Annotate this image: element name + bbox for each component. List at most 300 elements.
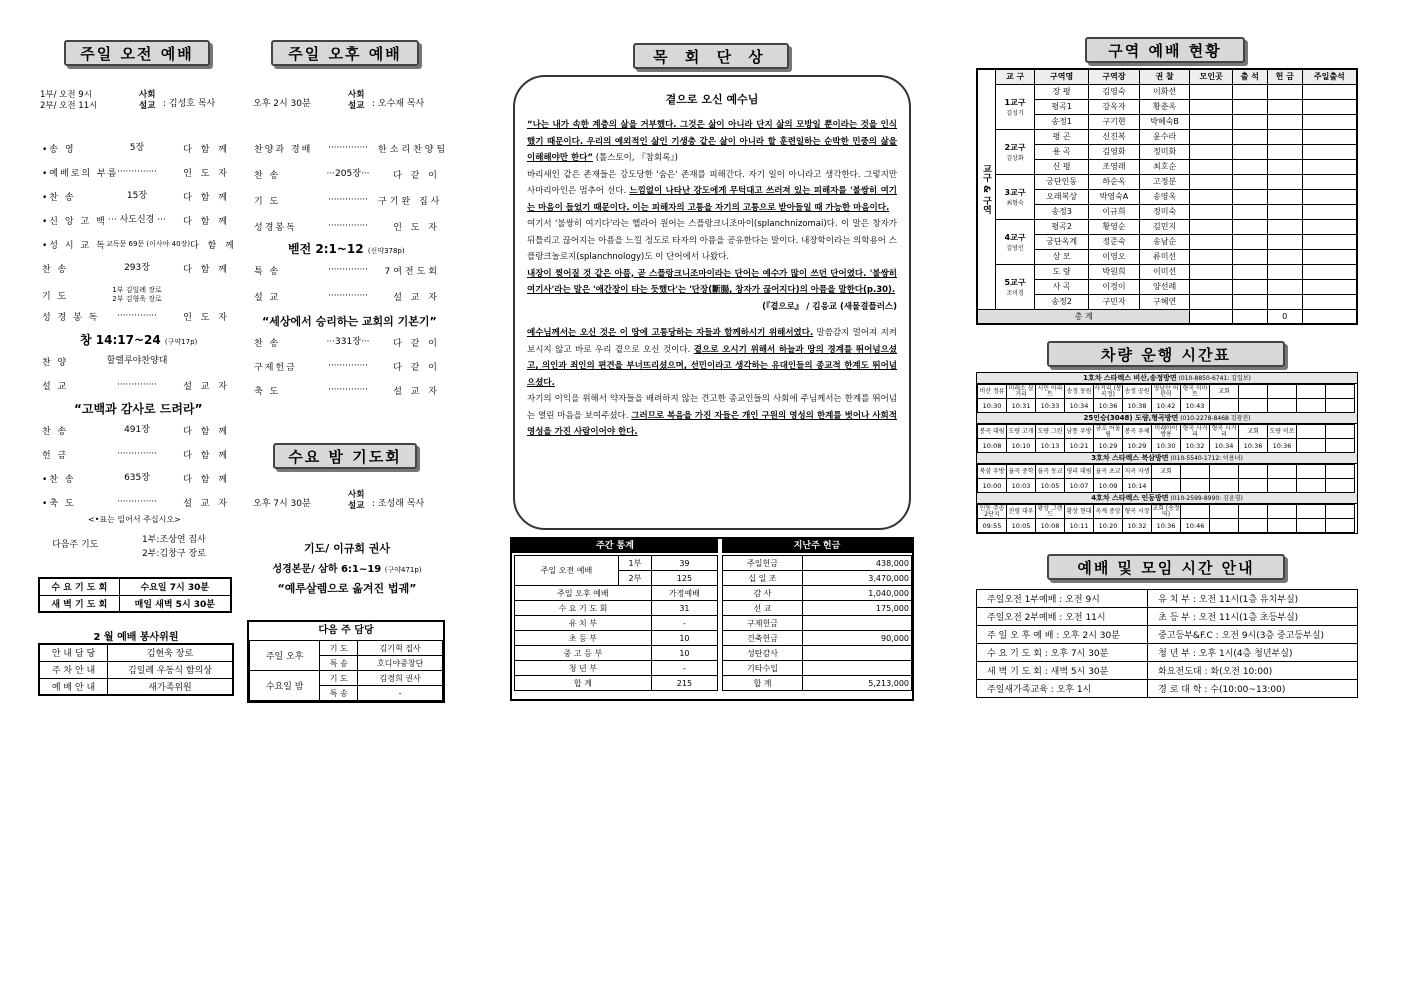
vehicle-time: 10:21 xyxy=(1065,439,1094,453)
table-cell xyxy=(1232,84,1267,99)
order-detail: ·············· xyxy=(116,380,158,390)
table-cell: 김영숙 xyxy=(1089,84,1140,99)
committee-role: 주 차 안 내 xyxy=(39,661,108,678)
table-row xyxy=(977,234,1357,249)
order-item: •찬 송 xyxy=(42,475,76,485)
vehicle-time: 10:30 xyxy=(978,399,1007,413)
table-cell: 상 모 xyxy=(1035,249,1089,264)
table-cell xyxy=(1190,279,1232,294)
guide-right: 중고등부&F.C : 오전 9시(3층 중고등부실) xyxy=(1148,626,1358,644)
table-row xyxy=(978,439,1355,453)
next-week-name: 호디야중창단 xyxy=(358,656,443,671)
stat-label: 청 년 부 xyxy=(515,661,652,676)
order-detail: 할렐루야찬양대 xyxy=(106,356,168,366)
order-item: 찬 송 xyxy=(254,171,281,181)
vehicle-stop: 남통 우방 xyxy=(1065,425,1094,439)
vehicle-stop: 비산 정류 xyxy=(978,385,1007,399)
vehicle-time: 10:46 xyxy=(1181,519,1210,533)
stat-value: 215 xyxy=(651,676,717,691)
table-cell: 김민지 xyxy=(1139,219,1190,234)
table-cell xyxy=(1267,99,1302,114)
stat-value: - xyxy=(651,616,717,631)
order-item: 성 경 봉 독 xyxy=(42,313,100,323)
column-header: 구역명 xyxy=(1035,69,1089,84)
table-row xyxy=(977,114,1357,129)
vehicle-stop: 교회 xyxy=(1210,385,1239,399)
vehicle-stop: 인동 주공2단지 xyxy=(979,504,1005,518)
morning-leader: : 김성호 목사 xyxy=(163,99,216,109)
table-row xyxy=(978,425,1355,439)
table-cell: 용 곡 xyxy=(1035,144,1089,159)
order-item: 구제헌금 xyxy=(254,363,297,373)
order-leader: 다 함 께 xyxy=(183,475,230,485)
table-row xyxy=(39,678,233,695)
vehicle-stop xyxy=(1326,385,1355,399)
stat-sub: 2부 xyxy=(619,571,652,586)
vehicle-time xyxy=(1268,399,1297,413)
table-cell xyxy=(1232,294,1267,309)
offering-label: 성탄감사 xyxy=(723,646,803,661)
morning-scripture xyxy=(80,331,197,348)
table-cell xyxy=(1302,204,1357,219)
afternoon-order-row xyxy=(254,360,440,373)
table-cell xyxy=(1267,234,1302,249)
pastoral-essay-box xyxy=(513,75,911,530)
order-detail: 5장 xyxy=(129,143,145,153)
table-row xyxy=(978,505,1355,519)
table-row xyxy=(39,661,233,678)
offering-label: 구제헌금 xyxy=(723,616,803,631)
order-detail: 635장 xyxy=(124,473,150,483)
vehicle-stop: 율곡 중학 xyxy=(1007,465,1036,479)
vehicle-stop: 영남산 어린이 xyxy=(1153,384,1179,398)
stat-label: 합 계 xyxy=(515,676,652,691)
table-cell xyxy=(1232,309,1267,324)
table-cell: 궁단인동 xyxy=(1035,174,1089,189)
vehicle-stop: 형곡 이마트 xyxy=(1182,384,1208,398)
next-week-role: 특 송 xyxy=(320,686,358,701)
table-cell: 하순옥 xyxy=(1089,174,1140,189)
order-leader: 한소리찬양팀 xyxy=(378,145,449,155)
table-cell: 박원희 xyxy=(1089,264,1140,279)
table-row xyxy=(977,662,1358,680)
vehicle-time: 10:33 xyxy=(1036,399,1065,413)
vehicle-time xyxy=(1297,519,1326,533)
vehicle-time: 10:36 xyxy=(1268,439,1297,453)
table-cell xyxy=(1190,159,1232,174)
table-cell: 강옥자 xyxy=(1089,99,1140,114)
morning-order-row xyxy=(42,262,230,275)
vehicle-stop: 사거리 (봉곡정) xyxy=(1094,384,1122,398)
order-item: •성 시 교 독 xyxy=(42,241,107,251)
offering-label: 십 일 조 xyxy=(723,571,803,586)
order-item: 설 교 xyxy=(42,382,69,392)
vehicle-route-title: 4호차 스타렉스 인동방면 (010-2599-8990: 김윤경) xyxy=(977,493,1357,504)
offering-amount: 5,213,000 xyxy=(803,676,912,691)
stat-label: 초 등 부 xyxy=(515,631,652,646)
order-item: •신 앙 고 백 xyxy=(42,217,107,227)
vehicle-time: 10:30 xyxy=(1152,439,1181,453)
vehicle-time: 10:29 xyxy=(1094,439,1123,453)
pastoral-banner: 목 회 단 상 xyxy=(633,43,789,69)
table-row xyxy=(977,249,1357,264)
order-detail: 1부 김일례 장로 2부 김형욱 장로 xyxy=(112,286,162,303)
vehicle-stop xyxy=(1239,465,1268,479)
prayer-meeting-name: 새 벽 기 도 회 xyxy=(39,595,119,612)
table-cell xyxy=(1232,234,1267,249)
table-cell xyxy=(1267,159,1302,174)
table-cell xyxy=(1232,249,1267,264)
table-row xyxy=(515,631,718,646)
table-row xyxy=(977,644,1358,662)
table-row xyxy=(978,465,1355,479)
order-leader: 다 함 께 xyxy=(183,427,230,437)
committee-table xyxy=(38,643,234,696)
guide-table xyxy=(976,589,1358,698)
next-week-service: 주일 오후 xyxy=(250,641,320,671)
table-cell xyxy=(1190,249,1232,264)
prayer-meeting-time: 매일 새벽 5시 30분 xyxy=(119,595,231,612)
stat-label: 유 치 부 xyxy=(515,616,652,631)
table-row xyxy=(515,616,718,631)
order-detail: ·············· xyxy=(116,449,158,459)
afternoon-order-row xyxy=(254,336,440,349)
vehicle-time: 10:03 xyxy=(1007,479,1036,493)
table-row xyxy=(515,586,718,601)
table-cell xyxy=(1190,84,1232,99)
table-cell: 이영오 xyxy=(1089,249,1140,264)
vehicle-time xyxy=(1239,399,1268,413)
next-week-name: 김기혁 집사 xyxy=(358,641,443,656)
committee-role: 예 배 안 내 xyxy=(39,678,108,695)
total-value: 0 xyxy=(1267,309,1302,324)
table-cell xyxy=(1190,264,1232,279)
table-row xyxy=(723,571,912,586)
vehicle-stop xyxy=(1326,425,1355,439)
next-prayer: 1부:조상연 집사 2부:김창구 장로 xyxy=(142,535,206,559)
order-detail: ·············· xyxy=(327,265,369,275)
order-leader: 인 도 자 xyxy=(183,313,230,323)
wednesday-leader-label: 사회 설교 xyxy=(348,490,365,511)
order-leader: 다 함 께 xyxy=(183,451,230,461)
order-leader: 구기완 집사 xyxy=(378,197,443,207)
committee-role: 안 내 담 당 xyxy=(39,644,108,661)
next-week-role: 기 도 xyxy=(320,641,358,656)
column-header: 교 구 xyxy=(996,69,1035,84)
table-cell xyxy=(1302,159,1357,174)
total-label: 총 계 xyxy=(977,309,1190,324)
vehicle-time: 10:34 xyxy=(1065,399,1094,413)
order-detail: ·············· xyxy=(116,311,158,321)
wednesday-banner: 수요 밤 기도회 xyxy=(273,443,417,469)
table-row xyxy=(977,84,1357,99)
offering-table xyxy=(722,555,912,691)
guide-left: 새 벽 기 도 회 : 새벽 5시 30분 xyxy=(977,662,1148,680)
order-detail: ·············· xyxy=(116,167,158,177)
table-row xyxy=(39,578,231,595)
prayer-meeting-table xyxy=(38,577,232,613)
vehicle-stop: 옥계 중앙 xyxy=(1094,505,1123,519)
table-cell xyxy=(1302,99,1357,114)
morning-order-row xyxy=(42,310,230,323)
stat-value: 31 xyxy=(651,601,717,616)
vehicle-time xyxy=(1210,399,1239,413)
district-side-label: 교구 & 구역 xyxy=(977,69,996,309)
stat-value: 10 xyxy=(651,631,717,646)
essay-paragraph: 자기의 이익을 위해서 약자들을 배려하지 않는 견고한 종교인들의 사회에 주님께서는 한계를 뛰어넘는 열린 마음을 보여주셨다. 그러므로 복음을 가진 자들은 개인 구원의 영성의 한계를 벗어나 사회적 영성을 가진 사람이어야 한다. xyxy=(527,394,897,437)
table-cell xyxy=(1302,264,1357,279)
order-item: •예배로의 부름 xyxy=(42,169,119,179)
stat-value: 125 xyxy=(651,571,717,586)
vehicle-stop: 율곡 초교 xyxy=(1094,465,1123,479)
essay-paragraph: 바리새인 같은 존재들은 강도당한 '숨은' 존재를 피해간다. 자기 일이 아니라고 생각한다. 그렇지만 사마리아인은 멈추어 선다. 느낌없이 나타난 강도에게 무턱대고 쓰러져 있는 피해자를 '불쌍히 여기는 마음이 들었기 때문이다. 이는 피해자의 고통을 자기의 고통으로 받아들일 때 가능한 마음이다. xyxy=(527,169,897,213)
vehicle-stop: 금호 어울림 xyxy=(1095,424,1121,438)
table-cell xyxy=(1267,144,1302,159)
order-leader: 인 도 자 xyxy=(183,169,230,179)
morning-order-row xyxy=(42,142,230,155)
table-cell: 신 평 xyxy=(1035,159,1089,174)
order-detail: 491장 xyxy=(124,425,150,435)
afternoon-order-row xyxy=(254,384,440,397)
district-banner: 구역 예배 현황 xyxy=(1085,37,1245,63)
vehicle-stop: 교회 xyxy=(1239,425,1268,439)
vehicle-time xyxy=(1326,479,1355,493)
vehicle-time: 10:11 xyxy=(1065,519,1094,533)
table-row xyxy=(978,385,1355,399)
vehicle-time xyxy=(1210,519,1239,533)
offering-label: 선 교 xyxy=(723,601,803,616)
committee-name: 김현욱 장로 xyxy=(108,644,233,661)
vehicle-time xyxy=(1239,479,1268,493)
stat-value: 가정예배 xyxy=(651,586,717,601)
vehicle-time: 10:14 xyxy=(1123,479,1152,493)
table-cell xyxy=(1232,144,1267,159)
vehicle-time xyxy=(1210,479,1239,493)
table-cell xyxy=(1232,99,1267,114)
essay-paragraph: 여기서 '불쌍히 여기다'라는 헬라어 원어는 스플랑크니조마이(splanchnizomai)다. 이 말은 창자가 뒤틀리고 끊어지는 아픔을 느낄 정도로 타자의 아픔을 공유한다는 말이다. 내장학이라는 의학용어 스플랑크놀로지(splanchnology)도 이 단어에서 나왔다. xyxy=(527,219,897,262)
table-cell xyxy=(1190,219,1232,234)
table-cell: 구기현 xyxy=(1089,114,1140,129)
table-cell xyxy=(1190,309,1232,324)
afternoon-order-row xyxy=(254,194,443,207)
vehicle-stop: 지곡 자생 xyxy=(1123,465,1152,479)
vehicle-stop: 황상 그랜드 xyxy=(1037,504,1063,518)
vehicle-time: 10:29 xyxy=(1123,439,1152,453)
order-detail: ···331장··· xyxy=(326,337,370,347)
next-week-name: 김경희 권사 xyxy=(358,671,443,686)
table-row xyxy=(977,99,1357,114)
order-detail: ·············· xyxy=(116,497,158,507)
vehicle-stop: 도량 그린 xyxy=(1036,425,1065,439)
essay-paragraph: “나는 내가 속한 계층의 삶을 거부했다. 그것은 삶이 아니라 단지 삶의 모방일 뿐이라는 것을 인식했기 때문이다. 우리의 예외적인 삶인 기생충 같은 삶이 아니라 할 훈련일하는 순박한 민중의 삶을 이해해야만 한다” (톨스토이, 『참회록』) xyxy=(527,120,897,163)
morning-order-row xyxy=(42,448,230,461)
guide-left: 주일오전 1부예배 : 오전 9시 xyxy=(977,590,1148,608)
table-cell: 구혜연 xyxy=(1139,294,1190,309)
vehicle-time: 10:31 xyxy=(1007,399,1036,413)
vehicle-time: 10:36 xyxy=(1094,399,1123,413)
order-item: 찬 양 xyxy=(42,358,69,368)
district-group: 4교구 김영인 xyxy=(996,219,1035,264)
district-group: 5교구 조미경 xyxy=(996,264,1035,309)
table-cell xyxy=(1232,264,1267,279)
prayer-meeting-name: 수 요 기 도 회 xyxy=(39,578,119,595)
morning-order-row xyxy=(42,238,237,251)
offering-label: 기타수입 xyxy=(723,661,803,676)
vehicle-stop: 북삼 우방 xyxy=(978,465,1007,479)
vehicle-stop xyxy=(1210,465,1239,479)
table-cell: 사 곡 xyxy=(1035,279,1089,294)
table-row xyxy=(723,556,912,571)
table-row xyxy=(977,590,1358,608)
table-cell xyxy=(1267,219,1302,234)
table-row xyxy=(978,479,1355,493)
vehicle-time: 10:36 xyxy=(1152,519,1181,533)
vehicle-stop: 도량 이로 xyxy=(1268,425,1297,439)
table-cell xyxy=(1232,174,1267,189)
table-cell xyxy=(1267,249,1302,264)
order-detail: ·············· xyxy=(327,143,369,153)
stats-offering-box xyxy=(510,537,914,701)
table-cell xyxy=(1302,84,1357,99)
table-cell: 황춘옥 xyxy=(1139,99,1190,114)
table-row xyxy=(250,641,443,656)
table-row xyxy=(39,644,233,661)
order-detail: ·············· xyxy=(327,361,369,371)
table-row xyxy=(977,680,1358,698)
next-week-role: 기 도 xyxy=(320,671,358,686)
stat-value: - xyxy=(651,661,717,676)
order-leader: 다 같 이 xyxy=(393,363,440,373)
table-row xyxy=(977,264,1357,279)
order-item: 특 송 xyxy=(254,267,281,277)
table-cell: 박혜숙B xyxy=(1139,114,1190,129)
order-leader: 다 같 이 xyxy=(393,339,440,349)
stat-value: 39 xyxy=(651,556,717,571)
vehicle-stop: 교회 xyxy=(1152,465,1181,479)
offering-amount: 3,470,000 xyxy=(803,571,912,586)
next-week-service: 수요일 밤 xyxy=(250,671,320,701)
vehicle-time: 10:34 xyxy=(1210,439,1239,453)
morning-leader-label: 사회 설교 xyxy=(139,90,156,111)
table-cell: 이경이 xyxy=(1089,279,1140,294)
table-cell xyxy=(1302,129,1357,144)
vehicle-stop: 송정 공원 xyxy=(1123,385,1152,399)
vehicle-route-title: 3호차 스타렉스 북삼방면 (010-5540-1712: 이용녀) xyxy=(977,453,1357,464)
vehicle-stop: 형곡 시장 xyxy=(1123,505,1152,519)
vehicle-time xyxy=(1239,519,1268,533)
column-header: 권 찰 xyxy=(1139,69,1190,84)
vehicle-time: 10:00 xyxy=(978,479,1007,493)
guide-right: 경 로 대 학 : 수(10:00~13:00) xyxy=(1148,680,1358,698)
morning-order-row xyxy=(42,166,230,179)
table-cell: 이규희 xyxy=(1089,204,1140,219)
table-row xyxy=(977,219,1357,234)
morning-order-row xyxy=(42,190,230,203)
vehicle-time xyxy=(1268,479,1297,493)
table-header xyxy=(977,69,1357,84)
vehicle-schedule xyxy=(976,372,1358,534)
vehicle-time: 10:32 xyxy=(1181,439,1210,453)
table-row xyxy=(515,661,718,676)
table-cell: 평곡1 xyxy=(1035,99,1089,114)
vehicle-stop: 황상 현대 xyxy=(1065,505,1094,519)
morning-order-row xyxy=(42,379,230,392)
guide-right: 화요전도대 : 화(오전 10:00) xyxy=(1148,662,1358,680)
table-row xyxy=(723,676,912,691)
vehicle-stops-table xyxy=(977,424,1355,453)
table-row xyxy=(723,601,912,616)
vehicle-time: 09:55 xyxy=(978,519,1007,533)
offering-amount: 438,000 xyxy=(803,556,912,571)
vehicle-stop xyxy=(1268,465,1297,479)
afternoon-order-row xyxy=(254,220,440,233)
order-detail: ···205장··· xyxy=(326,169,370,179)
stat-value: 10 xyxy=(651,646,717,661)
vehicle-stop xyxy=(1268,505,1297,519)
next-week-table xyxy=(249,640,443,701)
vehicle-stop xyxy=(1326,505,1355,519)
table-cell xyxy=(1302,189,1357,204)
vehicle-stop: 미래아이 쌍용 xyxy=(1152,425,1181,439)
order-leader: 설 교 자 xyxy=(183,499,230,509)
vehicle-stop xyxy=(1181,465,1210,479)
table-cell: 신진복 xyxy=(1089,129,1140,144)
vehicle-stop: 형곡 사거리 xyxy=(1182,424,1208,438)
committee-name: 김일례 우동식 함의상 xyxy=(108,661,233,678)
table-cell xyxy=(1190,234,1232,249)
offering-amount xyxy=(803,661,912,676)
vehicle-time: 10:10 xyxy=(1007,439,1036,453)
table-cell xyxy=(1267,114,1302,129)
vehicle-stop: 봉곡 대림 xyxy=(978,425,1007,439)
offering-amount: 1,040,000 xyxy=(803,586,912,601)
standing-note: <•표는 일어서 주십시오> xyxy=(88,515,181,524)
essay-paragraph: 내장이 찢어질 것 같은 아픔, 곧 스플랑크니조마이라는 단어는 예수가 많이 쓰던 단어였다. '불쌍히 여기사'라는 말은 '애간장이 타는 듯했다'는 '단장(斷腸, 창자가 끊어지다)의 아픔을 말한다(p.30). xyxy=(527,268,897,295)
morning-order-row xyxy=(42,214,230,227)
offering-amount xyxy=(803,616,912,631)
table-cell xyxy=(1267,279,1302,294)
table-row xyxy=(723,646,912,661)
table-cell xyxy=(1267,294,1302,309)
vehicle-time xyxy=(1268,519,1297,533)
district-group: 3교구 최형숙 xyxy=(996,174,1035,219)
guide-banner: 예배 및 모임 시간 안내 xyxy=(1047,554,1285,580)
vehicle-stop: 시민 아파트 xyxy=(1037,384,1063,398)
wednesday-scripture xyxy=(252,560,442,575)
table-cell xyxy=(1232,129,1267,144)
order-item: •축 도 xyxy=(42,499,76,509)
offering-label: 감 사 xyxy=(723,586,803,601)
guide-left: 주일새가족교육 : 오후 1시 xyxy=(977,680,1148,698)
morning-order-row xyxy=(42,472,230,485)
essay-source: (『곁으로』 / 김응교 (새물결플러스) xyxy=(762,301,897,312)
order-leader: 7여전도회 xyxy=(384,267,440,277)
order-item: 기 도 xyxy=(254,197,281,207)
wednesday-scripture-ref: 성경본문/ 삼하 6:1~19 xyxy=(272,564,382,575)
order-detail: 15장 xyxy=(126,191,148,201)
committee-name: 새가족위원 xyxy=(108,678,233,695)
offering-amount: 90,000 xyxy=(803,631,912,646)
table-cell: 정준숙 xyxy=(1089,234,1140,249)
table-cell: 도 량 xyxy=(1035,264,1089,279)
stat-label: 주일 오전 예배 xyxy=(515,556,619,586)
table-cell xyxy=(1232,114,1267,129)
vehicle-time xyxy=(1326,519,1355,533)
vehicle-time: 10:43 xyxy=(1181,399,1210,413)
vehicle-route-title: 1호차 스타렉스 비산,송정방면 (010-8850-6741: 김일보) xyxy=(977,373,1357,384)
order-leader: 다 같 이 xyxy=(393,171,440,181)
vehicle-stop xyxy=(1326,465,1355,479)
